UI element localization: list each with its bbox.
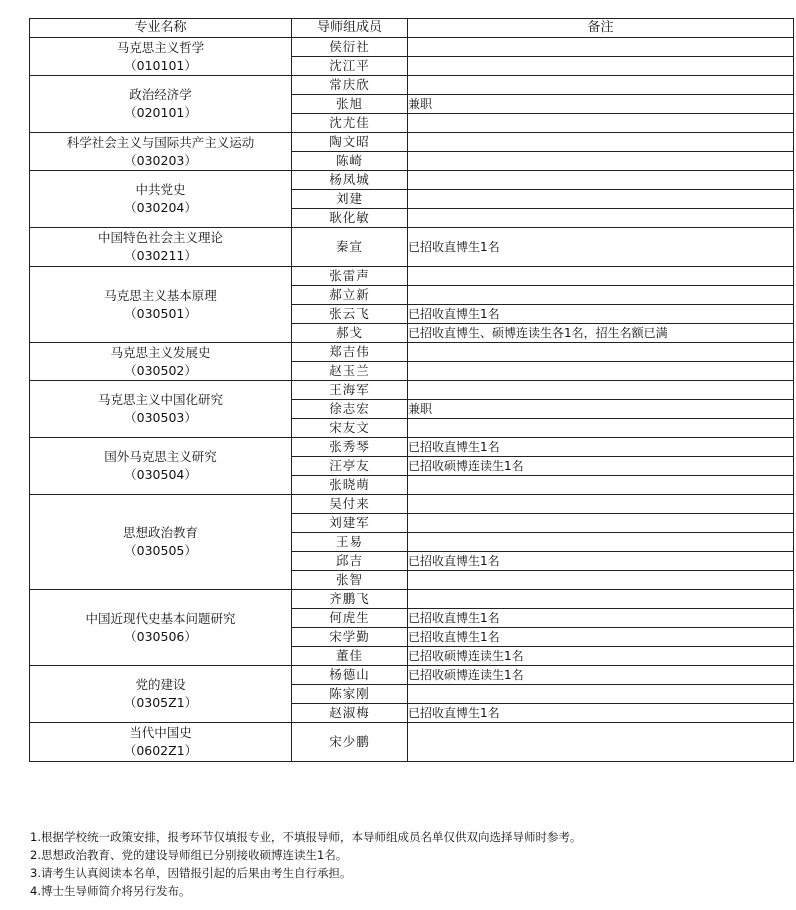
footnote: 4.博士生导师简介将另行发布。 <box>30 884 191 898</box>
advisor-name: 耿化敏 <box>292 209 408 228</box>
remark: 已招收直博生1名 <box>408 704 794 723</box>
header-major: 专业名称 <box>30 19 292 38</box>
advisor-name: 张秀琴 <box>292 438 408 457</box>
remark <box>408 152 794 171</box>
table-row <box>30 133 794 152</box>
advisor-name: 张云飞 <box>292 305 408 324</box>
major-name: 思想政治教育 <box>122 525 198 540</box>
advisor-name: 张智 <box>292 571 408 590</box>
advisor-name: 陈家刚 <box>292 685 408 704</box>
advisor-name: 陈崎 <box>292 152 408 171</box>
major-cell <box>30 723 292 762</box>
table-row <box>30 438 794 457</box>
advisor-name: 常庆欣 <box>292 76 408 95</box>
remark: 已招收直博生1名 <box>408 628 794 647</box>
major-cell <box>30 666 292 723</box>
header-remarks: 备注 <box>408 19 794 38</box>
major-cell <box>30 171 292 228</box>
footnote: 1.根据学校统一政策安排，报考环节仅填报专业，不填报导师，本导师组成员名单仅供双向选择导师时参考。 <box>30 830 582 844</box>
remark <box>408 362 794 381</box>
major-name: 马克思主义基本原理 <box>104 287 217 303</box>
table-row <box>30 76 794 95</box>
major-name: 当代中国史 <box>129 725 192 740</box>
remark: 已招收直博生1名 <box>408 305 794 324</box>
remark <box>408 381 794 400</box>
major-code: （030504） <box>124 467 197 482</box>
remark <box>408 76 794 95</box>
advisor-name: 宋友文 <box>292 419 408 438</box>
advisor-name: 刘建 <box>292 190 408 209</box>
advisor-name: 侯衍社 <box>292 38 408 57</box>
remark: 已招收直博生1名 <box>408 228 794 267</box>
advisor-name: 沈江平 <box>292 57 408 76</box>
table-row <box>30 38 794 57</box>
major-code: （0305Z1） <box>123 695 198 710</box>
advisor-name: 王海军 <box>292 381 408 400</box>
major-code: （010101） <box>124 57 197 73</box>
remark: 已招收直博生、硕博连读生各1名，招生名额已满 <box>408 324 794 343</box>
remark: 已招收硕博连读生1名 <box>408 666 794 685</box>
advisor-table <box>29 18 794 762</box>
table-row <box>30 171 794 190</box>
major-name: 科学社会主义与国际共产主义运动 <box>66 134 255 150</box>
table-row <box>30 228 794 267</box>
major-name: 政治经济学 <box>129 87 192 102</box>
remark <box>408 171 794 190</box>
header-members: 导师组成员 <box>292 19 408 38</box>
major-name: 马克思主义中国化研究 <box>97 392 223 407</box>
major-cell <box>30 267 292 343</box>
table-row <box>30 590 794 609</box>
advisor-name: 陶文昭 <box>292 133 408 152</box>
major-cell <box>30 590 292 666</box>
major-name: 党的建设 <box>135 677 186 692</box>
advisor-name: 赵淑梅 <box>292 704 408 723</box>
major-code: （020101） <box>124 105 197 120</box>
table-row <box>30 723 794 762</box>
major-cell <box>30 438 292 495</box>
remark: 兼职 <box>408 400 794 419</box>
remark <box>408 38 794 57</box>
remark <box>408 114 794 133</box>
table-row <box>30 666 794 685</box>
advisor-name: 张晓萌 <box>292 476 408 495</box>
major-name: 中国特色社会主义理论 <box>97 230 223 245</box>
table-row <box>30 267 794 286</box>
remark <box>408 133 794 152</box>
remark <box>408 286 794 305</box>
advisor-name: 郝立新 <box>292 286 408 305</box>
advisor-name: 宋少鹏 <box>292 723 408 762</box>
advisor-name: 杨德山 <box>292 666 408 685</box>
major-code: （030505） <box>124 543 197 558</box>
table-row <box>30 495 794 514</box>
advisor-name: 郑吉伟 <box>292 343 408 362</box>
major-name: 马克思主义发展史 <box>110 344 211 360</box>
major-cell <box>30 381 292 438</box>
remark <box>408 267 794 286</box>
advisor-name: 宋学勤 <box>292 628 408 647</box>
advisor-name: 齐鹏飞 <box>292 590 408 609</box>
advisor-name: 秦宣 <box>292 228 408 267</box>
remark <box>408 723 794 762</box>
remark <box>408 419 794 438</box>
major-cell <box>30 343 292 381</box>
major-code: （0602Z1） <box>123 743 198 758</box>
major-code: （030211） <box>124 248 197 263</box>
footnotes <box>30 828 790 900</box>
footnote: 2.思想政治教育、党的建设导师组已分别接收硕博连读生1名。 <box>30 848 348 862</box>
advisor-name: 张雷声 <box>292 267 408 286</box>
major-name: 国外马克思主义研究 <box>104 449 217 464</box>
remark: 已招收直博生1名 <box>408 609 794 628</box>
remark: 已招收硕博连读生1名 <box>408 457 794 476</box>
major-name: 中国近现代史基本问题研究 <box>85 610 236 626</box>
remark: 已招收硕博连读生1名 <box>408 647 794 666</box>
remark: 已招收直博生1名 <box>408 438 794 457</box>
major-cell <box>30 228 292 267</box>
remark <box>408 495 794 514</box>
major-code: （030502） <box>124 362 197 378</box>
advisor-name: 郝戈 <box>292 324 408 343</box>
advisor-name: 刘建军 <box>292 514 408 533</box>
advisor-name: 赵玉兰 <box>292 362 408 381</box>
major-name: 马克思主义哲学 <box>116 39 205 55</box>
major-code: （030506） <box>124 628 197 644</box>
major-code: （030503） <box>124 410 197 425</box>
advisor-name: 吴付来 <box>292 495 408 514</box>
advisor-name: 汪亭友 <box>292 457 408 476</box>
major-code: （030203） <box>124 152 197 168</box>
table-row <box>30 343 794 362</box>
advisor-name: 杨凤城 <box>292 171 408 190</box>
major-code: （030501） <box>124 305 197 321</box>
remark <box>408 57 794 76</box>
table-row <box>30 381 794 400</box>
advisor-name: 徐志宏 <box>292 400 408 419</box>
remark <box>408 685 794 704</box>
remark: 已招收直博生1名 <box>408 552 794 571</box>
major-cell <box>30 133 292 171</box>
remark <box>408 476 794 495</box>
advisor-name: 何虎生 <box>292 609 408 628</box>
remark: 兼职 <box>408 95 794 114</box>
major-cell <box>30 495 292 590</box>
remark <box>408 571 794 590</box>
major-cell <box>30 76 292 133</box>
remark <box>408 209 794 228</box>
advisor-name: 张旭 <box>292 95 408 114</box>
remark <box>408 533 794 552</box>
major-cell <box>30 38 292 76</box>
major-code: （030204） <box>124 200 197 215</box>
remark <box>408 514 794 533</box>
table-header-row <box>30 19 794 38</box>
advisor-name: 王易 <box>292 533 408 552</box>
remark <box>408 343 794 362</box>
advisor-name: 邱吉 <box>292 552 408 571</box>
remark <box>408 190 794 209</box>
advisor-name: 沈尤佳 <box>292 114 408 133</box>
remark <box>408 590 794 609</box>
footnote: 3.请考生认真阅读本名单，因错报引起的后果由考生自行承担。 <box>30 866 352 880</box>
major-name: 中共党史 <box>135 182 186 197</box>
advisor-name: 董佳 <box>292 647 408 666</box>
